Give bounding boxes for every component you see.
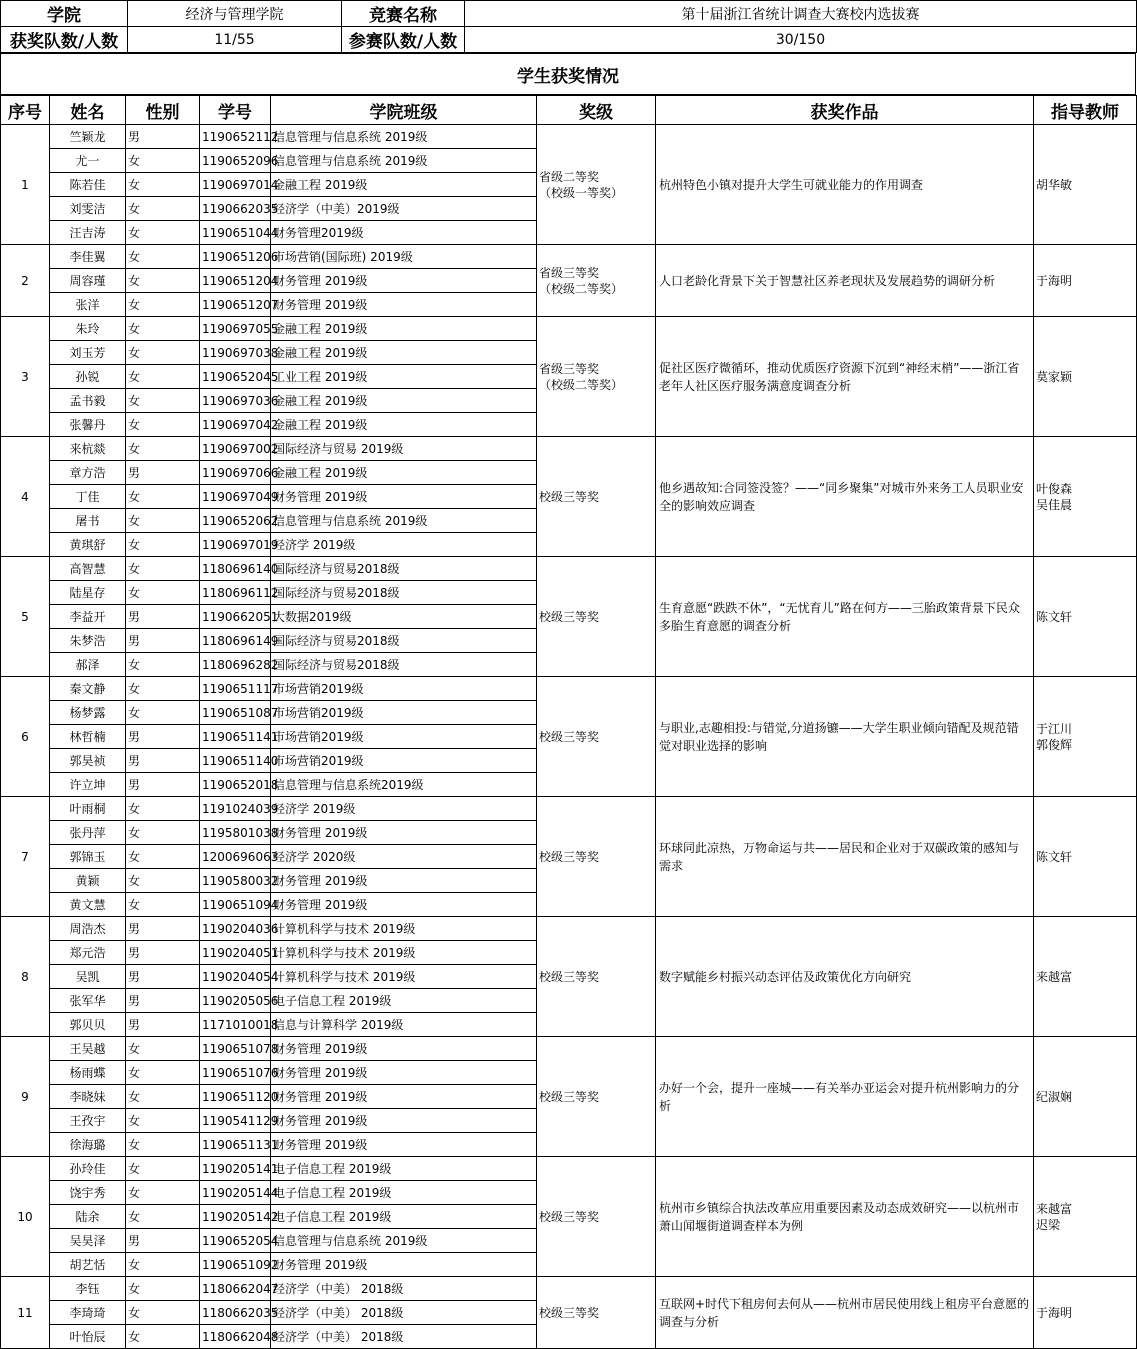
member-gender: 女 [126,269,200,293]
award-level: 校级三等奖 [537,677,656,797]
member-class: 经济学（中美）2019级 [271,197,537,221]
member-gender: 女 [126,365,200,389]
member-gender: 女 [126,1325,200,1349]
contest-label: 竞赛名称 [342,1,465,27]
advisor: 纪淑娴 [1034,1037,1137,1157]
member-id: 1190651076 [200,1061,271,1085]
award-work: 环球同此凉热，万物命运与共——居民和企业对于双碳政策的感知与需求 [656,797,1034,917]
member-id: 1180696282 [200,653,271,677]
member-class: 财务管理 2019级 [271,293,537,317]
member-gender: 女 [126,317,200,341]
member-gender: 女 [126,893,200,917]
table-row [1,125,1137,149]
member-id: 1180662035 [200,1301,271,1325]
member-gender: 男 [126,917,200,941]
member-name: 孙锐 [50,365,126,389]
table-row [1,797,1137,821]
member-gender: 男 [126,773,200,797]
member-id: 1180696112 [200,581,271,605]
member-gender: 男 [126,125,200,149]
member-name: 刘玉芳 [50,341,126,365]
member-name: 高智慧 [50,557,126,581]
member-id: 1190651044 [200,221,271,245]
member-name: 陈若佳 [50,173,126,197]
member-id: 1190204036 [200,917,271,941]
member-name: 张军华 [50,989,126,1013]
member-class: 国际经济与贸易 2019级 [271,437,537,461]
member-id: 1190651141 [200,725,271,749]
member-gender: 女 [126,221,200,245]
member-gender: 女 [126,845,200,869]
team-number: 2 [1,245,50,317]
contest-value: 第十届浙江省统计调查大赛校内选拔赛 [465,1,1137,27]
member-name: 李琦琦 [50,1301,126,1325]
member-id: 1190652112 [200,125,271,149]
member-gender: 女 [126,581,200,605]
award-level: 校级三等奖 [537,917,656,1037]
member-id: 1190662051 [200,605,271,629]
member-name: 竺颖龙 [50,125,126,149]
section-title: 学生获奖情况 [1,54,1136,95]
award-work: 数字赋能乡村振兴动态评估及政策优化方向研究 [656,917,1034,1037]
member-id: 1200696063 [200,845,271,869]
col-header-class: 学院班级 [271,96,537,125]
member-gender: 男 [126,605,200,629]
member-id: 1190580032 [200,869,271,893]
member-gender: 女 [126,1109,200,1133]
award-level: 校级三等奖 [537,1277,656,1349]
award-work: 促社区医疗微循环，推动优质医疗资源下沉到“神经末梢”——浙江省老年人社区医疗服务满意度调查分析 [656,317,1034,437]
member-name: 许立坤 [50,773,126,797]
table-row [1,245,1137,269]
award-level: 校级三等奖 [537,797,656,917]
member-class: 财务管理 2019级 [271,1133,537,1157]
member-gender: 男 [126,725,200,749]
member-gender: 女 [126,821,200,845]
member-class: 计算机科学与技术 2019级 [271,965,537,989]
team-number: 11 [1,1277,50,1349]
col-header-work: 获奖作品 [656,96,1034,125]
member-name: 郑元浩 [50,941,126,965]
table-row [1,317,1137,341]
member-gender: 女 [126,1157,200,1181]
table-row [1,1157,1137,1181]
member-id: 1190697042 [200,413,271,437]
col-header-id: 学号 [200,96,271,125]
member-class: 市场营销2019级 [271,749,537,773]
member-gender: 女 [126,509,200,533]
member-class: 电子信息工程 2019级 [271,989,537,1013]
member-name: 汪吉涛 [50,221,126,245]
member-id: 1190652045 [200,365,271,389]
member-id: 1190651131 [200,1133,271,1157]
member-id: 1190204054 [200,965,271,989]
col-header-teacher: 指导教师 [1034,96,1137,125]
member-id: 1190651207 [200,293,271,317]
award-level: 省级二等奖 （校级一等奖） [537,125,656,245]
member-class: 财务管理2019级 [271,221,537,245]
col-header-name: 姓名 [50,96,126,125]
member-class: 计算机科学与技术 2019级 [271,917,537,941]
member-name: 林哲楠 [50,725,126,749]
member-class: 财务管理 2019级 [271,869,537,893]
award-level: 校级三等奖 [537,1157,656,1277]
table-row [1,677,1137,701]
member-gender: 女 [126,389,200,413]
award-work: 杭州特色小镇对提升大学生可就业能力的作用调查 [656,125,1034,245]
team-number: 4 [1,437,50,557]
member-class: 金融工程 2019级 [271,461,537,485]
member-id: 1180696140 [200,557,271,581]
member-id: 1190652062 [200,509,271,533]
col-header-gender: 性别 [126,96,200,125]
member-gender: 女 [126,653,200,677]
award-work: 与职业,志趣相投:与错觉,分道扬镳——大学生职业倾向错配及规范错觉对职业选择的影响 [656,677,1034,797]
awards-table [0,95,1137,1349]
award-work: 互联网+时代下租房何去何从——杭州市居民使用线上租房平台意愿的调查与分析 [656,1277,1034,1349]
member-id: 1190651204 [200,269,271,293]
member-class: 国际经济与贸易2018级 [271,557,537,581]
member-id: 1190541129 [200,1109,271,1133]
member-id: 1190205056 [200,989,271,1013]
member-class: 电子信息工程 2019级 [271,1205,537,1229]
member-gender: 女 [126,149,200,173]
member-name: 孙玲佳 [50,1157,126,1181]
table-row [1,1037,1137,1061]
member-name: 郭贝贝 [50,1013,126,1037]
member-gender: 男 [126,941,200,965]
header-table [0,0,1137,53]
team-number: 3 [1,317,50,437]
member-class: 计算机科学与技术 2019级 [271,941,537,965]
member-name: 周浩杰 [50,917,126,941]
entry-count-value: 30/150 [465,27,1137,53]
member-gender: 男 [126,749,200,773]
member-name: 陆余 [50,1205,126,1229]
member-name: 丁佳 [50,485,126,509]
member-name: 刘雯洁 [50,197,126,221]
member-id: 1171010018 [200,1013,271,1037]
member-id: 1190697049 [200,485,271,509]
member-name: 徐海璐 [50,1133,126,1157]
advisor: 莫家颖 [1034,317,1137,437]
award-count-label: 获奖队数/人数 [1,27,128,53]
member-name: 王吴越 [50,1037,126,1061]
member-gender: 女 [126,173,200,197]
table-row [1,917,1137,941]
table-row [1,1277,1137,1301]
member-name: 屠书 [50,509,126,533]
member-class: 经济学 2020级 [271,845,537,869]
award-work: 生育意愿“跌跌不休”，“无忧育儿”路在何方——三胎政策背景下民众多胎生育意愿的调查分析 [656,557,1034,677]
member-class: 国际经济与贸易2018级 [271,629,537,653]
member-id: 1190697066 [200,461,271,485]
member-class: 金融工程 2019级 [271,341,537,365]
member-id: 1180662047 [200,1277,271,1301]
member-class: 大数据2019级 [271,605,537,629]
member-class: 经济学（中美） 2018级 [271,1325,537,1349]
member-name: 王孜宇 [50,1109,126,1133]
member-name: 郭昊祯 [50,749,126,773]
member-class: 国际经济与贸易2018级 [271,581,537,605]
member-class: 经济学（中美） 2018级 [271,1301,537,1325]
advisor: 胡华敏 [1034,125,1137,245]
member-gender: 男 [126,989,200,1013]
member-name: 饶宇秀 [50,1181,126,1205]
member-name: 张洋 [50,293,126,317]
member-id: 1190204051 [200,941,271,965]
member-gender: 男 [126,629,200,653]
member-name: 来杭燚 [50,437,126,461]
member-id: 1190697038 [200,341,271,365]
award-level: 校级三等奖 [537,437,656,557]
member-name: 孟书毅 [50,389,126,413]
member-class: 工业工程 2019级 [271,365,537,389]
member-gender: 女 [126,1277,200,1301]
advisor: 来越富 [1034,917,1137,1037]
member-class: 经济学 2019级 [271,533,537,557]
member-class: 财务管理 2019级 [271,1085,537,1109]
member-gender: 女 [126,1061,200,1085]
member-id: 1190697055 [200,317,271,341]
member-gender: 女 [126,557,200,581]
member-id: 1190662035 [200,197,271,221]
member-class: 财务管理 2019级 [271,269,537,293]
member-id: 1180696149 [200,629,271,653]
member-name: 朱梦浩 [50,629,126,653]
member-name: 章方浩 [50,461,126,485]
member-name: 郝泽 [50,653,126,677]
member-id: 1190651078 [200,1037,271,1061]
member-class: 财务管理 2019级 [271,1061,537,1085]
member-class: 金融工程 2019级 [271,389,537,413]
advisor: 于江川 郭俊辉 [1034,677,1137,797]
member-name: 黄文慧 [50,893,126,917]
member-name: 李益开 [50,605,126,629]
member-name: 周容瑾 [50,269,126,293]
member-id: 1190651092 [200,1253,271,1277]
college-value: 经济与管理学院 [128,1,342,27]
member-name: 李佳翼 [50,245,126,269]
member-id: 1190205144 [200,1181,271,1205]
column-header-row [1,96,1137,125]
member-id: 1190651094 [200,893,271,917]
member-gender: 女 [126,245,200,269]
member-id: 1190652054 [200,1229,271,1253]
member-gender: 女 [126,1181,200,1205]
award-level: 校级三等奖 [537,557,656,677]
col-header-award: 奖级 [537,96,656,125]
team-number: 5 [1,557,50,677]
advisor: 陈文轩 [1034,557,1137,677]
team-number: 8 [1,917,50,1037]
member-name: 杨雨蝶 [50,1061,126,1085]
team-number: 9 [1,1037,50,1157]
member-class: 信息管理与信息系统 2019级 [271,125,537,149]
member-name: 黄琪舒 [50,533,126,557]
member-gender: 男 [126,965,200,989]
member-class: 市场营销2019级 [271,701,537,725]
member-gender: 女 [126,533,200,557]
member-gender: 女 [126,293,200,317]
member-name: 朱玲 [50,317,126,341]
member-class: 财务管理 2019级 [271,821,537,845]
member-class: 电子信息工程 2019级 [271,1181,537,1205]
award-level: 省级三等奖 （校级二等奖） [537,245,656,317]
member-class: 财务管理 2019级 [271,1109,537,1133]
advisor: 来越富 迟梁 [1034,1157,1137,1277]
member-class: 信息与计算科学 2019级 [271,1013,537,1037]
member-name: 郭锦玉 [50,845,126,869]
member-id: 1190697002 [200,437,271,461]
member-gender: 女 [126,1133,200,1157]
award-work: 他乡遇故知:合同签没签？——“同乡聚集”对城市外来务工人员职业安全的影响效应调查 [656,437,1034,557]
member-name: 黄颖 [50,869,126,893]
table-row [1,437,1137,461]
award-level: 省级三等奖 （校级二等奖） [537,317,656,437]
member-id: 1195801038 [200,821,271,845]
member-name: 李晓妹 [50,1085,126,1109]
award-count-value: 11/55 [128,27,342,53]
member-class: 信息管理与信息系统 2019级 [271,149,537,173]
member-class: 财务管理 2019级 [271,485,537,509]
member-class: 市场营销2019级 [271,725,537,749]
member-id: 1190651120 [200,1085,271,1109]
member-class: 市场营销2019级 [271,677,537,701]
member-gender: 女 [126,413,200,437]
member-class: 电子信息工程 2019级 [271,1157,537,1181]
advisor: 于海明 [1034,1277,1137,1349]
member-gender: 女 [126,677,200,701]
col-header-no: 序号 [1,96,50,125]
member-gender: 女 [126,1085,200,1109]
award-work: 人口老龄化背景下关于智慧社区养老现状及发展趋势的调研分析 [656,245,1034,317]
member-class: 市场营销(国际班) 2019级 [271,245,537,269]
member-class: 金融工程 2019级 [271,173,537,197]
member-name: 张丹萍 [50,821,126,845]
member-gender: 女 [126,485,200,509]
college-label: 学院 [1,1,128,27]
member-class: 信息管理与信息系统2019级 [271,773,537,797]
member-name: 叶雨桐 [50,797,126,821]
member-name: 叶怡辰 [50,1325,126,1349]
member-id: 1191024039 [200,797,271,821]
award-work: 办好一个会，提升一座城——有关举办亚运会对提升杭州影响力的分析 [656,1037,1034,1157]
award-work: 杭州市乡镇综合执法改革应用重要因素及动态成效研究——以杭州市萧山闻堰街道调查样本为例 [656,1157,1034,1277]
member-gender: 女 [126,1037,200,1061]
member-class: 经济学 2019级 [271,797,537,821]
team-number: 10 [1,1157,50,1277]
member-class: 金融工程 2019级 [271,413,537,437]
member-gender: 男 [126,1013,200,1037]
member-gender: 女 [126,437,200,461]
member-class: 金融工程 2019级 [271,317,537,341]
member-name: 杨梦露 [50,701,126,725]
member-class: 财务管理 2019级 [271,893,537,917]
member-id: 1190205142 [200,1205,271,1229]
member-id: 1190651087 [200,701,271,725]
member-gender: 女 [126,341,200,365]
award-level: 校级三等奖 [537,1037,656,1157]
member-class: 信息管理与信息系统 2019级 [271,509,537,533]
member-gender: 男 [126,1229,200,1253]
member-gender: 女 [126,1205,200,1229]
team-number: 6 [1,677,50,797]
member-name: 张馨丹 [50,413,126,437]
member-gender: 女 [126,701,200,725]
member-id: 1190697036 [200,389,271,413]
member-id: 1190652096 [200,149,271,173]
member-name: 吴昊泽 [50,1229,126,1253]
member-gender: 男 [126,461,200,485]
member-id: 1190651206 [200,245,271,269]
member-gender: 女 [126,797,200,821]
member-name: 李钰 [50,1277,126,1301]
section-title-table [0,53,1136,95]
member-name: 尤一 [50,149,126,173]
member-gender: 女 [126,869,200,893]
member-gender: 女 [126,197,200,221]
table-row [1,557,1137,581]
member-id: 1190697014 [200,173,271,197]
member-id: 1180662048 [200,1325,271,1349]
member-id: 1190651117 [200,677,271,701]
team-number: 1 [1,125,50,245]
member-class: 财务管理 2019级 [271,1037,537,1061]
member-name: 陆星存 [50,581,126,605]
member-gender: 女 [126,1301,200,1325]
member-name: 秦文静 [50,677,126,701]
advisor: 于海明 [1034,245,1137,317]
awards-table-body [1,125,1137,1349]
member-class: 国际经济与贸易2018级 [271,653,537,677]
member-class: 财务管理 2019级 [271,1253,537,1277]
member-gender: 女 [126,1253,200,1277]
advisor: 叶俊森 吴佳晨 [1034,437,1137,557]
member-id: 1190205141 [200,1157,271,1181]
member-name: 吴凯 [50,965,126,989]
advisor: 陈文轩 [1034,797,1137,917]
member-id: 1190697019 [200,533,271,557]
member-class: 信息管理与信息系统 2019级 [271,1229,537,1253]
team-number: 7 [1,797,50,917]
member-id: 1190652018 [200,773,271,797]
member-class: 经济学（中美） 2018级 [271,1277,537,1301]
entry-count-label: 参赛队数/人数 [342,27,465,53]
member-name: 胡艺恬 [50,1253,126,1277]
member-id: 1190651140 [200,749,271,773]
